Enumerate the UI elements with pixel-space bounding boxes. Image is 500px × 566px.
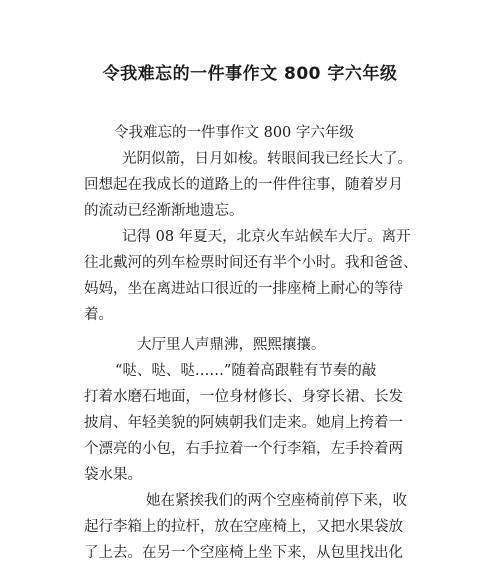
text-line: 打着水磨石地面，一位身材修长、身穿长裙、长发: [84, 389, 403, 405]
text-line: 令我难忘的一件事作文 800 字六年级: [114, 125, 354, 141]
text-line: “哒、哒、哒……”随着高跟鞋有节奏的敲: [115, 363, 377, 379]
text-line: 袋水果。: [84, 467, 142, 483]
text-line: 的流动已经渐渐地遗忘。: [84, 203, 244, 219]
text-line: 个漂亮的小包，右手拉着一个行李箱，左手拎着两: [84, 441, 403, 457]
text-line: 着。: [84, 307, 113, 323]
text-line: 往北戴河的列车检票时间还有半个小时。我和爸爸、: [84, 255, 418, 271]
document-title: 令我难忘的一件事作文 800 字六年级: [102, 64, 398, 84]
text-line: 记得 08 年夏天，北京火车站候车大厅。离开: [122, 229, 411, 245]
text-line: 大厅里人声鼎沸，熙熙攘攘。: [137, 337, 326, 353]
text-line: 光阴似箭，日月如梭。转眼间我已经长大了。: [122, 151, 412, 167]
text-line: 回想起在我成长的道路上的一件件往事，随着岁月: [84, 177, 403, 193]
text-line: 起行李箱上的拉杆，放在空座椅上，又把水果袋放: [84, 519, 403, 535]
text-line: 她在紧挨我们的两个空座椅前停下来，收: [146, 493, 407, 509]
text-line: 披肩、年轻美貌的阿姨朝我们走来。她肩上挎着一: [84, 415, 403, 431]
text-line: 了上去。在另一个空座椅上坐下来，从包里找出化: [84, 545, 403, 561]
text-line: 妈妈，坐在离进站口很近的一排座椅上耐心的等待: [84, 281, 403, 297]
